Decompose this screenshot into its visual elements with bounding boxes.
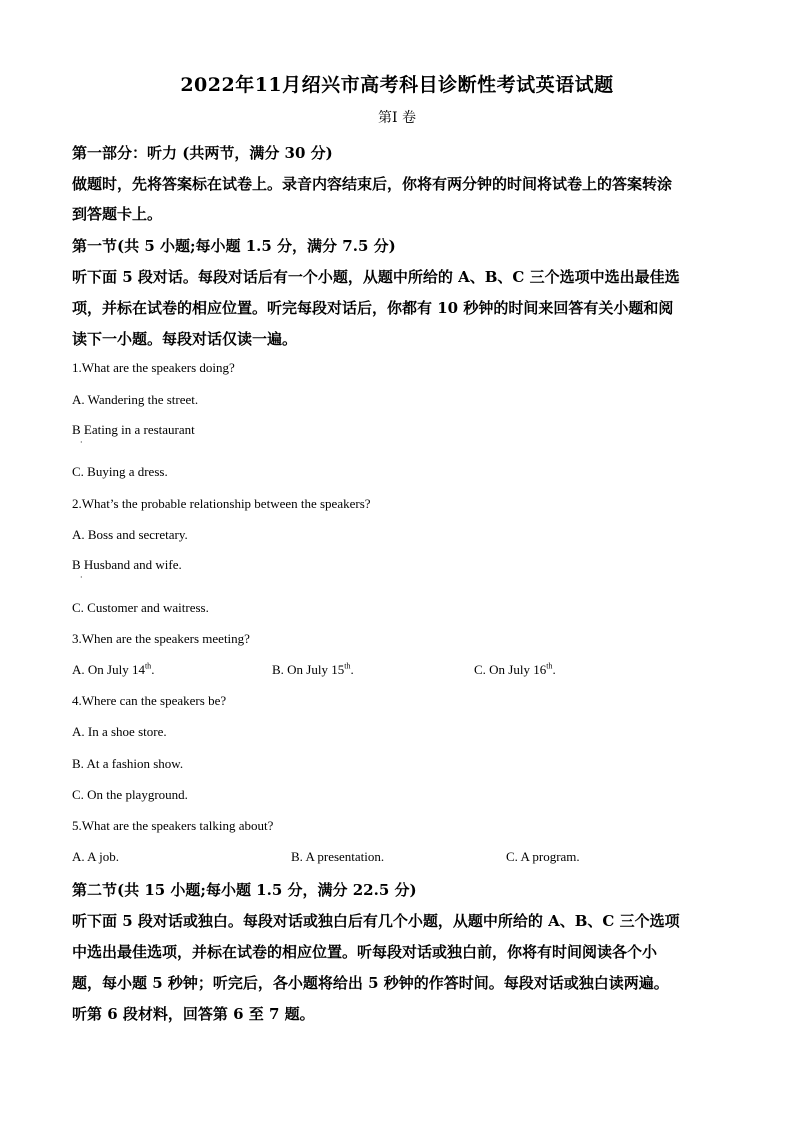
q1-option-a: A. Wandering the street.	[72, 392, 199, 407]
q3-option-c: C. On July 16th.	[474, 661, 556, 677]
section1-instruction-line: 项，并标在试卷的相应位置。听完每段对话后，你都有 10 秒钟的时间来回答有关小题和阅	[72, 299, 674, 317]
volume-label: 第I 卷	[378, 110, 416, 126]
question-2: 2.What’s the probable relationship between the speakers?	[72, 496, 371, 511]
section2-instruction-line: 题，每小题 5 秒钟；听完后，各小题将给出 5 秒钟的作答时间。每段对话或独白读两遍。	[72, 974, 669, 992]
q2-option-c: C. Customer and waitress.	[72, 600, 209, 615]
part1-heading: 第一部分：听力 (共两节，满分 30 分)	[72, 144, 333, 162]
section2-instruction-line: 听第 6 段材料，回答第 6 至 7 题。	[72, 1005, 315, 1023]
question-3: 3.When are the speakers meeting?	[72, 631, 250, 646]
q1-option-b: B Eating in a restaurant	[72, 422, 195, 437]
part1-instruction-line: 做题时，先将答案标在试卷上。录音内容结束后，你将有两分钟的时间将试卷上的答案转涂	[72, 175, 673, 193]
q4-option-b: B. At a fashion show.	[72, 756, 184, 771]
option-dot: ·	[80, 438, 83, 447]
q2-option-a: A. Boss and secretary.	[72, 527, 188, 542]
q5-option-b: B. A presentation.	[291, 849, 385, 864]
part1-instruction-line: 到答题卡上。	[72, 205, 163, 223]
q4-option-a: A. In a shoe store.	[72, 724, 167, 739]
exam-title: 2022年11月绍兴市高考科目诊断性考试英语试题	[180, 74, 614, 96]
section1-instruction-line: 读下一小题。每段对话仅读一遍。	[72, 330, 298, 348]
q4-option-c: C. On the playground.	[72, 787, 188, 802]
q3-option-b: B. On July 15th.	[272, 661, 354, 677]
question-5: 5.What are the speakers talking about?	[72, 818, 274, 833]
question-1: 1.What are the speakers doing?	[72, 360, 235, 375]
q1-option-c: C. Buying a dress.	[72, 464, 168, 479]
q5-option-c: C. A program.	[506, 849, 580, 864]
section2-heading: 第二节(共 15 小题;每小题 1.5 分，满分 22.5 分)	[72, 881, 417, 899]
section2-instruction-line: 中选出最佳选项，并标在试卷的相应位置。听每段对话或独白前，你将有时间阅读各个小	[72, 943, 658, 961]
section1-heading: 第一节(共 5 小题;每小题 1.5 分，满分 7.5 分)	[72, 237, 396, 255]
q3-option-a: A. On July 14th.	[72, 661, 155, 677]
q2-option-b: B Husband and wife.	[72, 557, 182, 572]
section1-instruction-line: 听下面 5 段对话。每段对话后有一个小题，从题中所给的 A、B、C 三个选项中选出最佳选	[72, 268, 680, 286]
question-4: 4.Where can the speakers be?	[72, 693, 227, 708]
option-dot: ·	[80, 573, 83, 582]
q5-option-a: A. A job.	[72, 849, 119, 864]
section2-instruction-line: 听下面 5 段对话或独白。每段对话或独白后有几个小题，从题中所给的 A、B、C 三个选项	[72, 912, 680, 930]
